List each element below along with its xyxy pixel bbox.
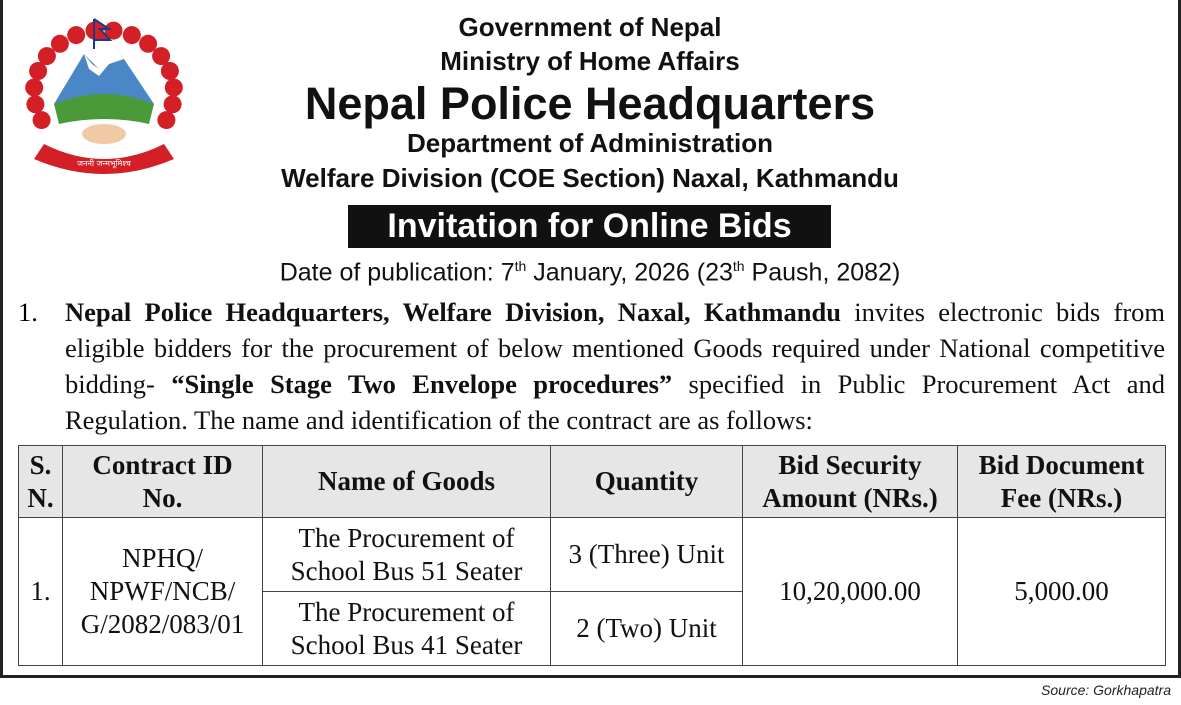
source-credit: Source: Gorkhapatra (1041, 682, 1171, 698)
notice-banner: Invitation for Online Bids (348, 205, 831, 248)
cell-quantity: 3 (Three) Unit (551, 518, 743, 592)
page-title: Nepal Police Headquarters (304, 78, 876, 129)
cell-goods: The Procurement of School Bus 41 Seater (263, 592, 551, 666)
ministry-heading: Ministry of Home Affairs (440, 46, 740, 76)
header-bid-security: Bid Security Amount (NRs.) (743, 446, 958, 518)
publication-date: Date of publication: 7th January, 2026 (23th Paush, 2082) (279, 258, 901, 287)
division-heading: Welfare Division (COE Section) Naxal, Kathmandu (281, 163, 899, 193)
header-bid-fee: Bid Document Fee (NRs.) (958, 446, 1166, 518)
header-sn: S. N. (19, 446, 63, 518)
cell-quantity: 2 (Two) Unit (551, 592, 743, 666)
table-row (19, 518, 1166, 592)
header-contract-id: Contract ID No. (63, 446, 263, 518)
cell-bid-security: 10,20,000.00 (743, 518, 958, 666)
header-goods: Name of Goods (263, 446, 551, 518)
cell-bid-fee: 5,000.00 (958, 518, 1166, 666)
cell-sn: 1. (19, 518, 63, 666)
contract-table (18, 445, 1166, 666)
department-heading: Department of Administration (407, 128, 773, 158)
government-heading: Government of Nepal (458, 12, 722, 42)
notice-paragraph: Nepal Police Headquarters, Welfare Division, Naxal, Kathmandu invites electronic bids from eligible bidders for the procurement of below mentioned Goods required under National competitive bidding- “Single Stage Two Envelope procedures” specified in Public Procurement Act and Regulation. The name and identification of the contract are as follows: (65, 297, 1166, 435)
header-quantity: Quantity (551, 446, 743, 518)
cell-goods: The Procurement of School Bus 51 Seater (263, 518, 551, 592)
svg-text:जननी जन्मभूमिश्च: जननी जन्मभूमिश्च (77, 159, 131, 168)
paragraph-number: 1. (18, 297, 38, 327)
table-header-row (19, 446, 1166, 518)
cell-contract-id: NPHQ/ NPWF/NCB/ G/2082/083/01 (63, 518, 263, 666)
